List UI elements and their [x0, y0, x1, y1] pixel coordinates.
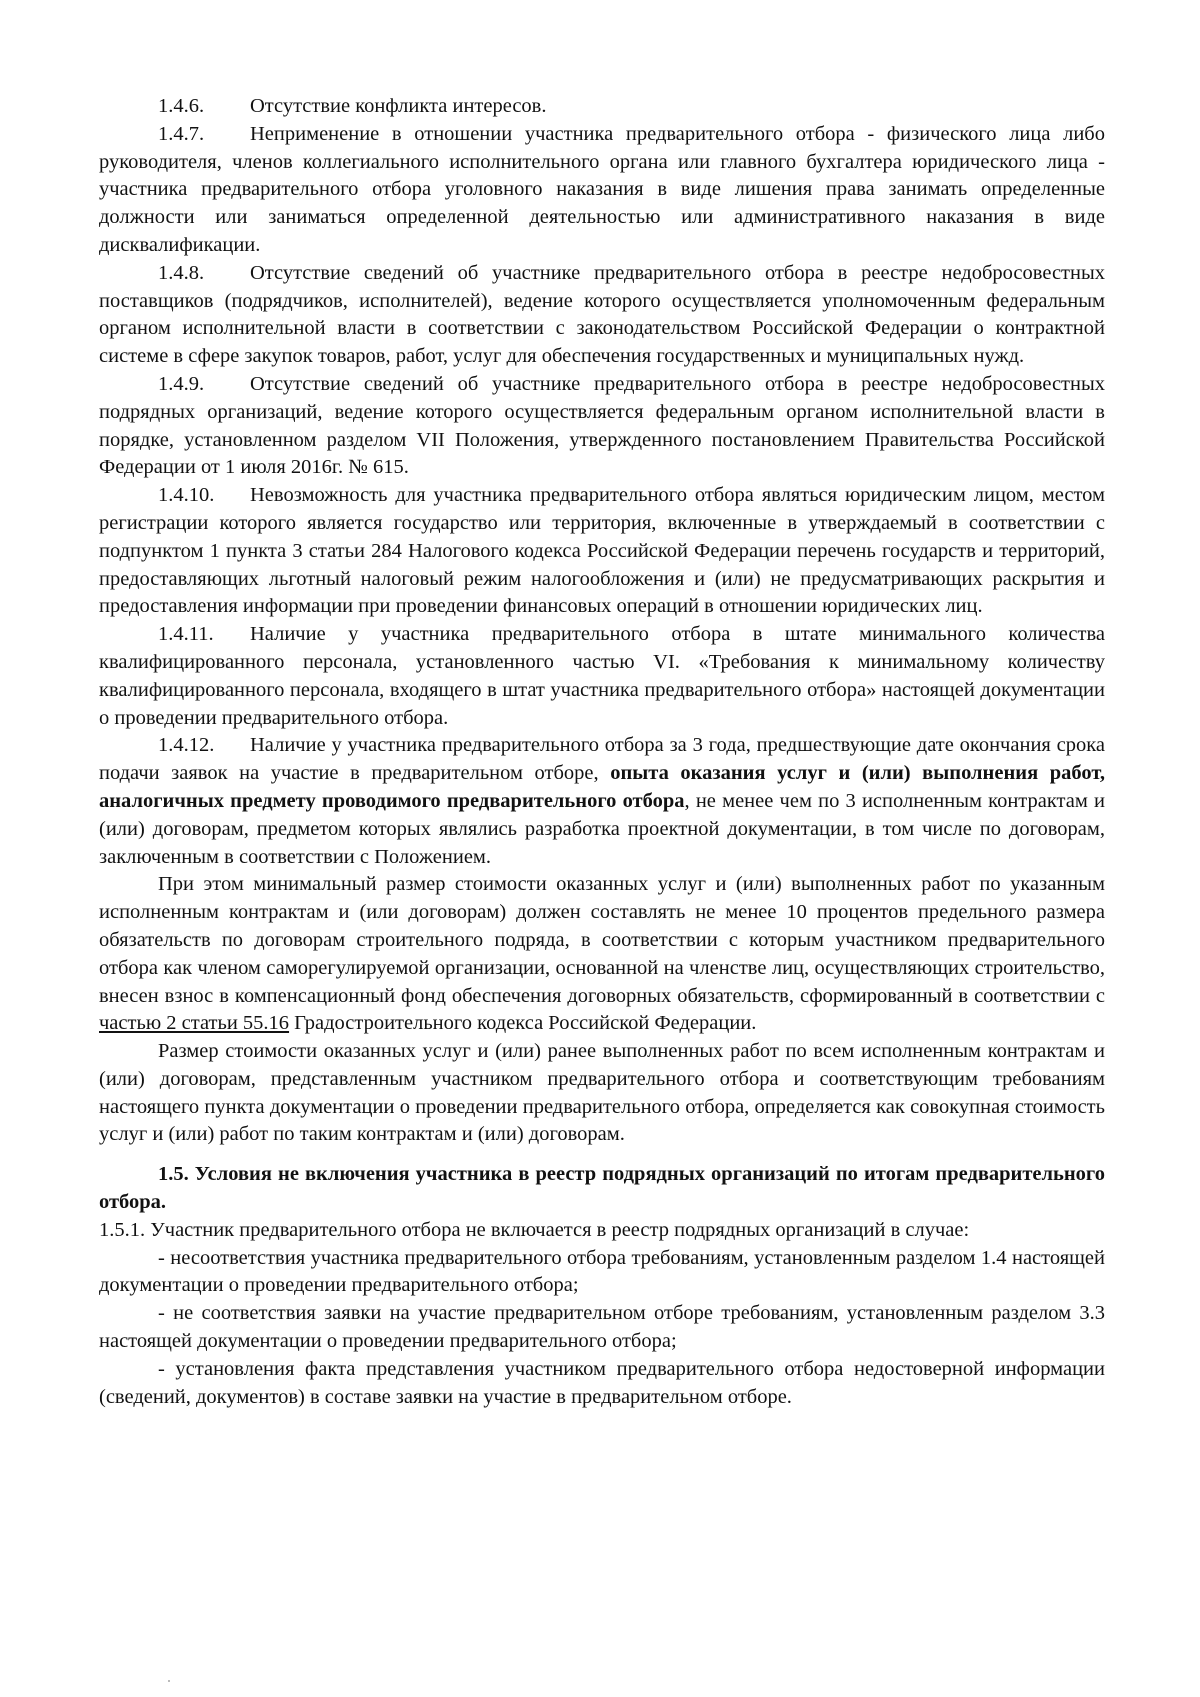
clause-1-5-1 [99, 1217, 1105, 1245]
clause-text: Невозможность для участника предварительного отбора являться юридическим лицом, местом регистрации которого является государство или территория, включенные в утверждаемый в соответствии с подпунктом 1 пункта 3 статьи 284 Налогового кодекса Российской Федерации перечень государств и территорий, предоставляющих льготный налоговый режим налогообложения и (или) не предусматривающих раскрытия и предоставления информации при проведении финансовых операций в отношении юридических лиц. [99, 484, 1105, 618]
paragraph-text-end: Градостроительного кодекса Российской Федерации. [289, 1012, 757, 1035]
clause-number: 1.4.8. [158, 261, 205, 284]
clause-1-4-9 [99, 371, 1105, 482]
clause-text: Отсутствие сведений об участнике предварительного отбора в реестре недобросовестных поставщиков (подрядчиков, исполнителей), ведение которого осуществляется уполномоченным федеральным органом исполнительной власти в соответствии с законодательством Российской Федерации о контрактной системе в сфере закупок товаров, работ, услуг для обеспечения государственных и муниципальных нужд. [99, 261, 1105, 368]
list-item-text: - установления факта представления участником предварительного отбора недостоверной информации (сведений, документов) в составе заявки на участие в предварительном отборе. [99, 1357, 1105, 1408]
clause-number: 1.4.6. [158, 95, 205, 117]
clause-text: Наличие у участника предварительного отбора за 3 года, предшествующие дате окончания срока подачи заявок на участие в предварительном отборе, [99, 734, 1105, 785]
scan-speck [168, 1680, 170, 1682]
list-item [99, 1356, 1105, 1412]
paragraph-text: При этом минимальный размер стоимости оказанных услуг и (или) выполненных работ по указанным исполненным контрактам и (или договорам) должен составлять не менее 10 процентов предельного размера обязательств по договорам строительного подряда, в соответствии с которым участником предварительного отбора как членом саморегулируемой организации, основанной на членстве лиц, осуществляющих строительство, внесен взнос в компенсационный фонд обеспечения договорных обязательств, сформированный в соответствии с [99, 873, 1105, 1007]
clause-1-4-8 [99, 260, 1105, 371]
paragraph-minimum-cost [99, 871, 1105, 1038]
clause-number: 1.4.12. [158, 734, 215, 757]
clause-text-end: , не менее чем по 3 исполненным контрактам и (или) договорам, предметом которых являлись разработка проектной документации, в том числе по договорам, заключенным в соответствии с Положением. [99, 789, 1105, 868]
clause-text-bold: опыта оказания услуг и (или) выполнения работ, аналогичных предмету проводимого предварительного отбора [99, 762, 1105, 812]
list-item-text: - не соответствия заявки на участие предварительном отборе требованиям, установленным разделом 3.3 настоящей документации о проведении предварительного отбора; [99, 1302, 1105, 1353]
clause-number: 1.4.10. [158, 484, 215, 507]
clause-1-4-6 [99, 93, 1105, 121]
clause-number: 1.4.11. [158, 623, 214, 646]
clause-text: 1.5.1. Участник предварительного отбора не включается в реестр подрядных организаций в случае: [99, 1218, 970, 1241]
clause-number: 1.4.9. [158, 372, 205, 395]
clause-text: Отсутствие сведений об участнике предварительного отбора в реестре недобросовестных подрядных организаций, ведение которого осуществляется федеральным органом исполнительной власти в порядке, установленном разделом VII Положения, утвержденного постановлением Правительства Российской Федерации от 1 июля 2016г. № 615. [99, 372, 1105, 479]
clause-number: 1.4.7. [158, 122, 205, 145]
clause-text: Наличие у участника предварительного отбора в штате минимального количества квалифицированного персонала, установленного частью VI. «Требования к минимальному количеству квалифицированного персонала, входящего в штат участника предварительного отбора» настоящей документации о проведении предварительного отбора. [99, 623, 1105, 729]
list-item [99, 1300, 1105, 1356]
law-reference-link[interactable]: частью 2 статьи 55.16 [99, 1012, 290, 1035]
section-heading-1-5 [99, 1161, 1105, 1217]
paragraph-cost-size [99, 1038, 1105, 1149]
paragraph-text: Размер стоимости оказанных услуг и (или) ранее выполненных работ по всем исполненным контрактам и (или) договорам, представленным участником предварительного отбора и соответствующим требованиям настоящего пункта документации о проведении предварительного отбора, определяется как совокупная стоимость услуг и (или) работ по таким контрактам и (или) договорам. [99, 1040, 1105, 1146]
section-heading-text: 1.5. Условия не включения участника в реестр подрядных организаций по итогам предварительного отбора. [99, 1163, 1105, 1214]
clause-1-4-10 [99, 482, 1105, 621]
list-item-text: - несоответствия участника предварительного отбора требованиям, установленным разделом 1.4 настоящей документации о проведении предварительного отбора; [99, 1246, 1105, 1297]
clause-text: Отсутствие конфликта интересов. [250, 95, 547, 117]
clause-1-4-12 [99, 732, 1105, 871]
clause-1-4-7 [99, 121, 1105, 260]
document-page [99, 93, 1105, 1411]
list-item [99, 1245, 1105, 1301]
clause-text: Неприменение в отношении участника предварительного отбора - физического лица либо руководителя, членов коллегиального исполнительного органа или главного бухгалтера юридического лица - участника предварительного отбора уголовного наказания в виде лишения права занимать определенные должности или заниматься определенной деятельностью или административного наказания в виде дисквалификации. [99, 122, 1105, 256]
clause-1-4-11 [99, 621, 1105, 732]
